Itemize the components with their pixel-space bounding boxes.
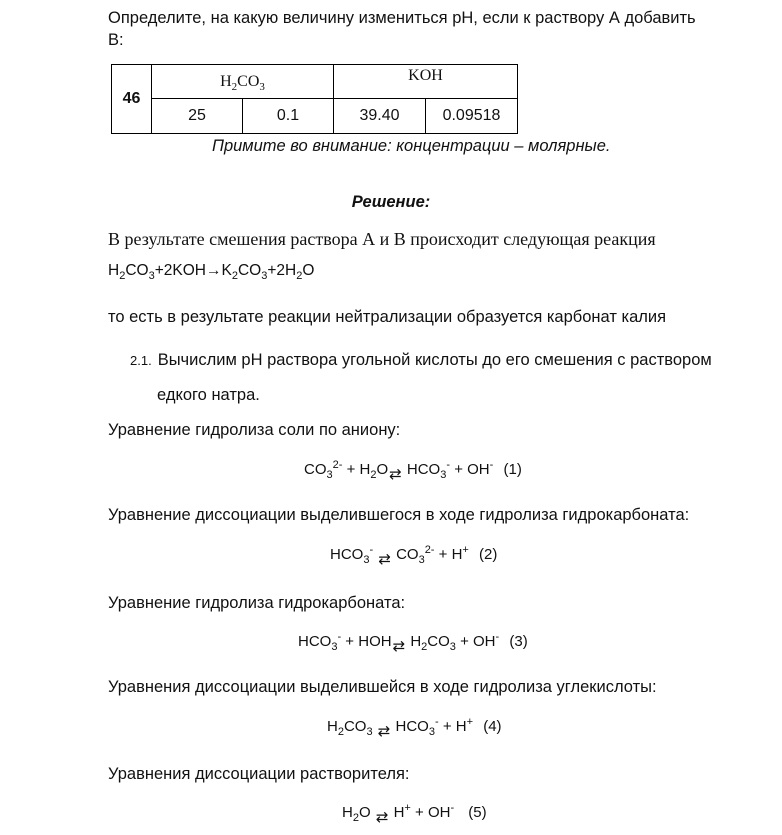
- section-caption: Уравнение гидролиза гидрокарбоната:: [108, 594, 406, 612]
- equation-1: $CO_3^{2-}$ + $H_2O⇄$ $HCO_3^- + OH^-$ (1): [304, 459, 522, 483]
- section-caption: Уравнение гидролиза соли по аниону:: [108, 421, 401, 439]
- arrow-right-icon: →: [205, 262, 222, 279]
- value-cell: 39.40: [334, 99, 426, 134]
- equation-5: $H_2O$ ⇄ H+ + OH- (5): [342, 802, 487, 826]
- data-table: [111, 64, 518, 134]
- note: Примите во внимание: концентрации – молярные.: [212, 137, 611, 155]
- solution-heading: Решение:: [351, 193, 431, 211]
- equation-label: (3): [509, 633, 528, 650]
- section-caption: Уравнения диссоциации выделившейся в ходе гидролиза углекислоты:: [108, 678, 657, 696]
- value-cell: 0.1: [243, 99, 334, 134]
- equation-label: (4): [483, 718, 502, 735]
- section-caption: Уравнения диссоциации растворителя:: [108, 765, 410, 783]
- equilibrium-arrow-icon: ⇄: [375, 809, 389, 826]
- equilibrium-arrow-icon: ⇄: [389, 466, 402, 483]
- step-line-2: едкого натра.: [157, 386, 260, 404]
- equation-label: (5): [468, 804, 487, 821]
- equation-label: (2): [479, 546, 498, 563]
- section-caption: Уравнение диссоциации выделившегося в ходе гидролиза гидрокарбоната:: [108, 506, 690, 524]
- value-cell: 0.09518: [426, 99, 518, 134]
- equation-label: (1): [503, 461, 522, 478]
- step-heading: [130, 351, 712, 370]
- task-line-2: В:: [108, 31, 124, 49]
- col-a-header: $H_2CO_3$: [152, 65, 334, 99]
- reaction-equation: $H_2CO_3+2KOH\to K_2CO_3+2H_2O$: [108, 262, 315, 283]
- reaction-comment: то есть в результате реакции нейтрализации образуется карбонат калия: [108, 308, 667, 326]
- reaction-intro: В результате смешения раствора А и В происходит следующая реакция: [108, 229, 656, 249]
- equilibrium-arrow-icon: ⇄: [377, 723, 391, 740]
- step-line-1: Вычислим рН раствора угольной кислоты до его смешения с раствором: [157, 351, 712, 369]
- value-cell: 25: [152, 99, 243, 134]
- variant-number: 46: [112, 65, 152, 134]
- equilibrium-arrow-icon: ⇄: [378, 551, 391, 568]
- step-number: 2.1.: [130, 353, 152, 368]
- equilibrium-arrow-icon: ⇄: [392, 638, 406, 655]
- equation-4: $H_2CO_3$ ⇄ $HCO_3^- + H^+$ (4): [327, 716, 502, 740]
- equation-3: $HCO_3^-$ + HOH⇄ $H_2CO_3 + OH^-$ (3): [298, 631, 528, 655]
- col-b-header: KOH: [334, 65, 518, 99]
- equation-2: $HCO_3^-$ ⇄ $CO_3^{2-} + H^+$ (2): [330, 544, 498, 568]
- task-line-1: Определите, на какую величину измениться pH, если к раствору А добавить: [108, 9, 696, 27]
